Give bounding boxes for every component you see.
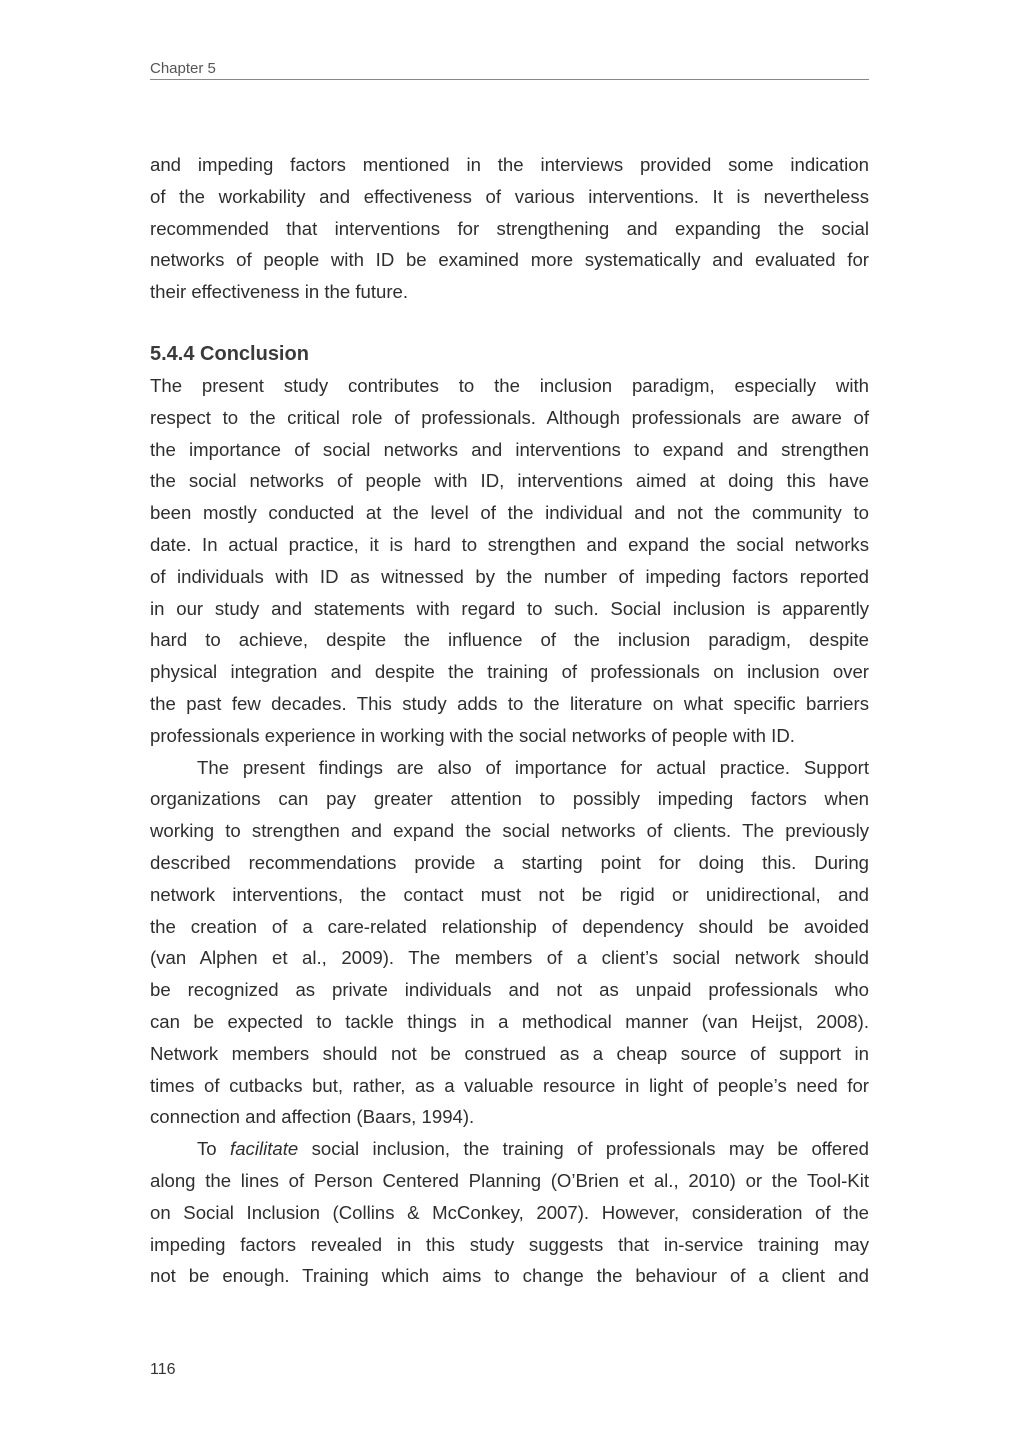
paragraph-line: times of cutbacks but, rather, as a valuable resource in light of people’s need for	[150, 1074, 869, 1096]
paragraph-line: Network members should not be construed as a cheap source of support in	[150, 1042, 869, 1064]
paragraph-line: impeding factors revealed in this study suggests that in-service training may	[150, 1233, 869, 1255]
italic-text: facilitate	[230, 1138, 299, 1160]
paragraph-line: of the workability and effectiveness of various interventions. It is nevertheless	[150, 185, 869, 207]
paragraph-line: the importance of social networks and interventions to expand and strengthen	[150, 438, 869, 460]
paragraph-line: organizations can pay greater attention to possibly impeding factors when	[150, 788, 869, 810]
paragraphs-before	[150, 149, 869, 308]
paragraph-line: hard to achieve, despite the influence of the inclusion paradigm, despite	[150, 629, 869, 651]
paragraph-line: in our study and statements with regard to such. Social inclusion is apparently	[150, 597, 869, 619]
paragraph-line: professionals experience in working with the social networks of people with ID.	[150, 724, 795, 746]
paragraph-line: the past few decades. This study adds to the literature on what specific barriers	[150, 692, 869, 714]
paragraph-line: physical integration and despite the training of professionals on inclusion over	[150, 661, 869, 683]
paragraph-line: described recommendations provide a starting point for doing this. During	[150, 851, 869, 873]
paragraph-line: networks of people with ID be examined more systematically and evaluated for	[150, 249, 869, 271]
body-text	[150, 149, 869, 1292]
section-heading: 5.4.4 Conclusion	[150, 342, 309, 365]
paragraph-line: The present study contributes to the inclusion paradigm, especially with	[150, 374, 869, 396]
paragraph-line: The present findings are also of importance for actual practice. Support	[197, 756, 869, 778]
paragraph-line: not be enough. Training which aims to change the behaviour of a client and	[150, 1265, 869, 1287]
paragraph	[150, 752, 869, 1134]
paragraph-line: the social networks of people with ID, interventions aimed at doing this have	[150, 470, 869, 492]
paragraph-line: (van Alphen et al., 2009). The members of a client’s social network should	[150, 947, 869, 969]
paragraph-line: the creation of a care-related relationship of dependency should be avoided	[150, 915, 869, 937]
page-number: 116	[150, 1361, 176, 1378]
paragraph-line: been mostly conducted at the level of the individual and not the community to	[150, 502, 869, 524]
running-head: Chapter 5	[150, 60, 869, 80]
paragraph-line: along the lines of Person Centered Planning (O’Brien et al., 2010) or the Tool-Kit	[150, 1169, 869, 1191]
paragraph-line: recommended that interventions for strengthening and expanding the social	[150, 217, 869, 239]
paragraph	[150, 1133, 869, 1292]
paragraph-line: their effectiveness in the future.	[150, 281, 409, 303]
paragraph-line: respect to the critical role of professionals. Although professionals are aware of	[150, 406, 869, 428]
paragraph-line: network interventions, the contact must not be rigid or unidirectional, and	[150, 883, 869, 905]
paragraph-line: connection and affection (Baars, 1994).	[150, 1106, 475, 1128]
paragraph-line: date. In actual practice, it is hard to strengthen and expand the social networks	[150, 533, 869, 555]
paragraph-line: be recognized as private individuals and not as unpaid professionals who	[150, 979, 869, 1001]
paragraph-line: working to strengthen and expand the social networks of clients. The previously	[150, 820, 869, 842]
paragraph	[150, 370, 869, 752]
paragraph	[150, 149, 869, 308]
paragraph-line: on Social Inclusion (Collins & McConkey, 2007). However, consideration of the	[150, 1201, 869, 1223]
line-text: To	[197, 1138, 231, 1160]
paragraphs-after	[150, 370, 869, 1133]
paragraph-line	[150, 1133, 869, 1165]
paragraph-line: of individuals with ID as witnessed by the number of impeding factors reported	[150, 565, 869, 587]
paragraph-line: can be expected to tackle things in a methodical manner (van Heijst, 2008).	[150, 1010, 869, 1032]
paragraph-line: and impeding factors mentioned in the interviews provided some indication	[150, 154, 869, 175]
line-text: social inclusion, the training of professionals may be offered	[298, 1138, 869, 1160]
